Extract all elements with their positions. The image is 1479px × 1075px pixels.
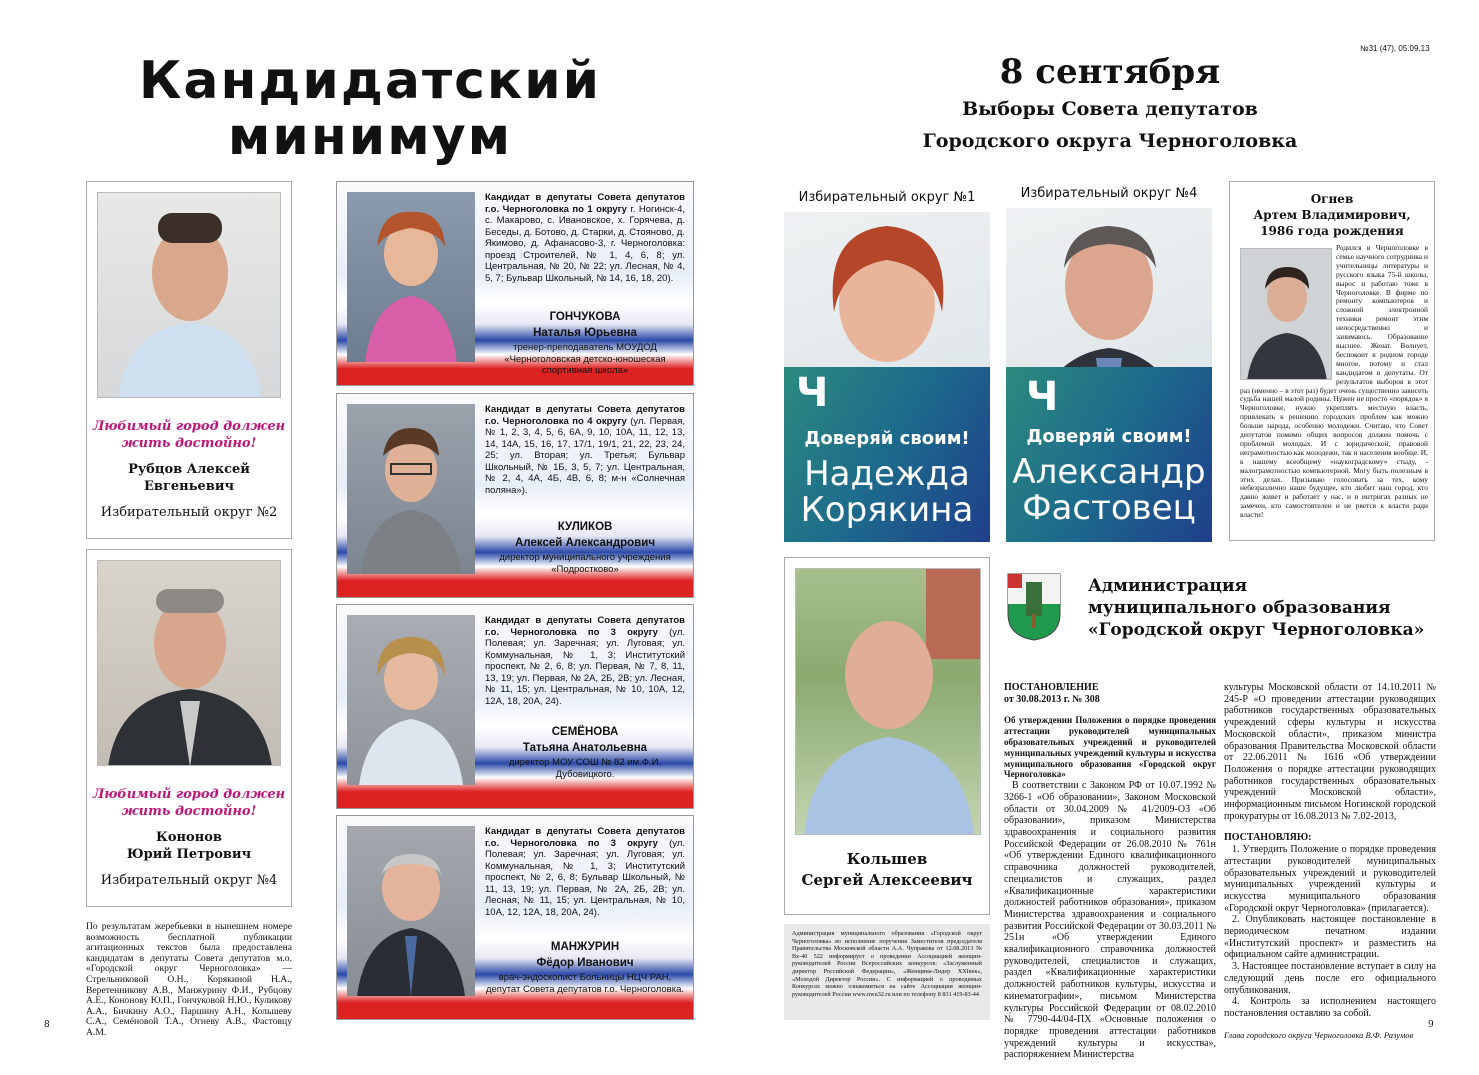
- poster-name-line1: Надежда: [804, 454, 970, 494]
- coat-of-arms-icon: [1004, 570, 1064, 642]
- candidate-text: [485, 404, 685, 496]
- candidate-given-names: Фёдор Иванович: [536, 957, 634, 969]
- slogan-line2: жить достойно!: [121, 436, 257, 451]
- party-logo-icon: Ч: [1026, 374, 1059, 420]
- decree-item-2: 2. Опубликовать настоящее постановление в периодическом печатном издании «Институтский проспект» и разместить на официальном сайте администрации.: [1224, 914, 1436, 961]
- decree-col1: [1004, 682, 1216, 1061]
- slogan-line1: Любимый город должен: [92, 787, 286, 802]
- page-number-right: 9: [1428, 1020, 1434, 1030]
- candidate-text: [485, 826, 685, 918]
- candidate-card-kolyshev: [784, 557, 990, 915]
- date-title: 8 сентября: [999, 52, 1221, 92]
- admin-title-line3: «Городской округ Черноголовка»: [1088, 620, 1425, 640]
- slogan-line1: Любимый город должен: [92, 419, 286, 434]
- district-description: (ул. Полевая; ул. Заречная; ул. Луговая; ул. Коммунальная, № 1, 3; Институтский проспект, № 2, 6, 8; ул. Первая, № 7, 8, 11, 13, 19; ул. Первая, № 2А, 2Б, 2В; ул. Лесная, № 11, 15; ул. Центральная, № 10, 10А, 12, 12А, 18, 20А, 24).: [485, 626, 685, 707]
- candidate-photo: [97, 560, 281, 766]
- admin-title-line2: муниципального образования: [1088, 598, 1391, 618]
- decree-signature: Глава городского округа Черноголовка В.Ф. Разумов: [1224, 1029, 1414, 1040]
- portrait-image: [796, 569, 981, 835]
- poster-name-line1: Александр: [1012, 452, 1206, 492]
- float-spacer: [1240, 244, 1336, 382]
- candidate-district: Избирательный округ №2: [100, 505, 278, 520]
- candidate-position: директор МОУ СОШ № 82 им.Ф.И. Дубовицкого.: [508, 757, 662, 780]
- candidate-heading: Кандидат в депутаты Совета депутатов г.о. Черноголовка по 1 округу: [485, 192, 685, 215]
- admin-title-line1: Администрация: [1088, 576, 1248, 596]
- flag-card-kulikov: [336, 393, 694, 598]
- decree-subject: Об утверждении Положения о порядке проведения аттестации руководителей муниципальных образовательных учреждений и руководителей муниципальных учреждений культуры и искусства муниципального образования «Городской округ Черноголовка»: [1004, 715, 1216, 780]
- candidate-surname: СЕМЁНОВА: [551, 726, 619, 738]
- candidate-photo: [795, 568, 981, 835]
- poster-name-line2: Фастовец: [1022, 488, 1196, 528]
- candidate-text: [485, 615, 685, 707]
- candidate-text: [485, 192, 685, 284]
- left-title-line2: минимум: [227, 107, 513, 167]
- flag-card-semenova: [336, 604, 694, 809]
- candidate-card-kononov: [86, 549, 292, 907]
- district-description: (ул. Первая, № 1, 2, 3, 4, 5, 6, 6А, 9, 10, 10А, 11, 12, 13, 14, 14А, 15, 16, 17, 17/1, 19/1, 21, 22, 23, 24, 25; ул. Вторая; ул. Третья; Бульвар Школьный, № 1Б, 3, 5, 7; ул. Центральная, № 2, 4, 4А, 4Б, 4В, 6, 8; м-н «Солнечная поляна»).: [485, 415, 685, 496]
- ognev-name-line1: Огнев: [1310, 192, 1354, 206]
- candidate-name-line2: Евгеньевич: [144, 479, 234, 494]
- candidate-card-rubtsov: [86, 181, 292, 539]
- district-description: г. Ногинск-4, с. Макарово, с. Ивановское, х. Горячева, д. Беседы, д. Ботово, д. Старки, д. Стояново, д. Якимово, д. Афанасово-3, г. Черноголовка: проезд Строителей, № 1, 4, 6, 8; ул. Центральная, № 20, № 22; ул. Лесная, № 4, 5, 7; Бульвар Школьный, № 14, 16, 18, 20).: [485, 203, 685, 284]
- poster-koryakina: [784, 212, 990, 542]
- decree-item-3: 3. Настоящее постановление вступает в силу на следующий день после его официального опубликования.: [1224, 961, 1436, 996]
- slogan-line2: жить достойно!: [121, 804, 257, 819]
- district-description: (ул. Полевая; ул. Заречная; ул. Луговая; ул. Коммунальная, № 1, 3; Институтский проспект, № 2, 6, 8; Бульвар Школьный, № 11, 13, 19; ул. Первая, № 2А, 2Б, 2В; ул. Лесная, № 11, 15; ул. Центральная, № 10, 10А, 12, 12А, 18, 20А, 24).: [485, 837, 685, 918]
- candidate-district: Избирательный округ №4: [100, 873, 278, 888]
- subtitle-line1: Выборы Совета депутатов: [962, 98, 1258, 120]
- candidate-photo: [347, 826, 475, 996]
- candidate-photo: [97, 192, 281, 398]
- poster-slogan: Доверяй своим!: [804, 428, 970, 449]
- portrait-image: [98, 561, 281, 766]
- lottery-note: По результатам жеребьевки в нынешнем номере возможность бесплатной публикации агитационных текстов была предоставлена кандидатам в депутаты Совета депутатов м.о. «Городской округ Черноголовка» — Стрельниковой О.Н., Корякиной Н.А., Веретенникову А.В., Манжурину Ф.И., Рубцову А.Е., Кононову Ю.П., Гончуковой Н.Ю., Куликову А.А., Бичкину А.О., Паршину А.Н., Кольшеву С.А., Семёновой Т.А., Огневу А.В., Фастовцу А.М.: [86, 921, 292, 1038]
- candidate-heading: Кандидат в депутаты Совета депутатов г.о. Черноголовка по 3 округу: [485, 826, 685, 849]
- candidate-name-line1: Кононов: [156, 830, 222, 845]
- candidate-position: врач-эндоскопист Больницы НЦЧ РАН, депутат Совета депутатов г.о. Черноголовка.: [485, 972, 685, 995]
- candidate-photo: [347, 615, 475, 785]
- page-number-left: 8: [44, 1020, 50, 1030]
- candidate-photo: [347, 404, 475, 574]
- candidate-surname: КУЛИКОВ: [557, 521, 613, 533]
- candidate-heading: Кандидат в депутаты Совета депутатов г.о. Черноголовка по 3 округу: [485, 615, 685, 638]
- decree-item-1: 1. Утвердить Положение о порядке проведения аттестации руководителей муниципальных образовательных учреждений и руководителей муниципальных учреждений культуры и искусства муниципального образования «Городской округ Черноголовка» (прилагается).: [1224, 844, 1436, 914]
- candidate-photo: [347, 192, 475, 362]
- ognev-name-line2: Артем Владимирович,: [1253, 208, 1411, 222]
- decree-resolve: ПОСТАНОВЛЯЮ:: [1224, 832, 1312, 844]
- candidate-position: тренер-преподаватель МОУДОД «Черноголовская детско-юношеская спортивная школа»: [504, 342, 666, 376]
- candidate-surname: ГОНЧУКОВА: [549, 311, 621, 323]
- candidate-name-line1: Рубцов Алексей: [128, 462, 250, 477]
- decree-basis-part1: В соответствии с Законом РФ от 10.07.1992 № 3266-1 «Об образовании», Законом Московской области от 30.04.2009 № 41/2009-ОЗ «Об образовании», приказом Министерства здравоохранения и социального развития Российской Федерации от 26.08.2010 № 761н «Об утверждении Единого квалификационного справочника должностей руководителей, специалистов и служащих, раздел «Квалификационные характеристики должностей работников образования», приказом Министерства здравоохранения и социального развития Российской Федерации от 30.03.2011 № 251н «Об утверждении Единого квалификационного справочника должностей руководителей, специалистов и служащих, раздел «Квалификационные характеристики должностей работников культуры, искусства и кинематографии», письмом Министерства культуры Российской Федерации от 08.02.2010 № 7790-44/04-ПХ «Основные положения о порядке проведения аттестации работников учреждений культуры и искусства», распоряжением Министерства: [1004, 780, 1216, 1061]
- decree-col2: [1224, 682, 1436, 1041]
- candidate-name-line2: Юрий Петрович: [126, 847, 252, 862]
- candidate-heading: Кандидат в депутаты Совета депутатов г.о. Черноголовка по 4 округу: [485, 404, 685, 427]
- ognev-name-line3: 1986 года рождения: [1260, 224, 1404, 238]
- decree-title: ПОСТАНОВЛЕНИЕ: [1004, 682, 1099, 693]
- left-title-line1: Кандидатский: [138, 51, 602, 111]
- poster-fastovets: [1006, 208, 1212, 542]
- poster2-district: Избирательный округ №4: [1020, 186, 1198, 201]
- candidate-surname: МАНЖУРИН: [550, 941, 620, 953]
- candidate-position: директор муниципального учреждения «Подростково»: [499, 552, 671, 575]
- flag-card-manzhurin: [336, 815, 694, 1020]
- flag-card-gonchukova: [336, 181, 694, 386]
- decree-basis-part2: культуры Московской области от 14.10.2011 № 245-Р «О проведении аттестации руководящих работников государственных образовательных учреждений сферы культуры и искусства Московской области», приказом министра образования Правительства Московской области от 22.06.2011 № 1616 «Об утверждении Положения о порядке аттестации руководящих работников государственных образовательных учреждений Московской области», информационным письмом Ногинской городской прокуратуры от 16.08.2013 № 7.02-2013,: [1224, 682, 1436, 822]
- candidate-given-names: Наталья Юрьевна: [533, 327, 637, 339]
- poster-name-line2: Корякина: [800, 490, 974, 530]
- poster-slogan: Доверяй своим!: [1026, 426, 1192, 447]
- decree-item-4: 4. Контроль за исполнением настоящего постановления оставляю за собой.: [1224, 996, 1436, 1019]
- decree-date: от 30.08.2013 г. № 308: [1004, 693, 1100, 705]
- issue-number: №31 (47), 05.09.13: [1360, 44, 1430, 53]
- ognev-bio: [1240, 244, 1428, 530]
- candidate-given-names: Алексей Александрович: [514, 537, 656, 549]
- ognev-box: [1229, 181, 1435, 541]
- candidate-name-line2: Сергей Алексеевич: [801, 871, 973, 889]
- association-notice: Администрация муниципального образования «Городской округ Черноголовка» во исполнение поручения Заместителя председателя Правительства Московской области А.А. Чупракова от 12.08.2013 № Вх-40 522 информирует о проведении Ассоциацией женщин-руководителей России Всероссийских конкурсов: «Заслуженный директор Российской Федерации», «Женщина-Лидер XXIвек», «Молодой Директор России». С информацией о проводимых Конкурсах можно ознакомиться на сайте Ассоциации женщин-руководителей России www.nwu32.ru или по телефону 8 831 419-83-44: [784, 924, 990, 1020]
- portrait-image: [98, 193, 281, 398]
- ognev-bio-text: Родился в Черноголовке в семье научного сотрудника и учительницы литературы и русского языка 75-й школы, вырос и работаю тоже в Черноголовке. В фирме по ремонту компьютеров и сложной электронной техники ремонт этим непосредственно и занимаюсь. Образование высшее. Женат. Волнует, беспокоит в родном городе многое, потому и стал кандидатом в депутаты. От результатов выборов в этот раз (именно – в этот раз) будет очень существенно зависеть судьба нашей малой родины. Нужен не просто «порядок» в Черноголовке, нужно укреплять местную власть, привлекать к решению городских проблем как можно больше народа, особенно молодежи. Считаю, что Совет депутатов помимо общих вопросов должен помочь с проблемой молодых. И с юридической, правовой неграмотностью как молодежи, так и населения вообще. И, к нашему всеобщему «наукоградскому» стыду, - малограмотностью компьютерной. Могу быть полезным в этих делах. Призываю голосовать за тех, кому небезразлично наше будущее, кто любит наш город, кто давно живет и работает у нас, и в интригах разных не замечен, кто самостоятелен и не рвется к власти ради власти!: [1240, 244, 1428, 520]
- candidate-given-names: Татьяна Анатольевна: [522, 742, 648, 754]
- party-logo-icon: Ч: [796, 370, 829, 416]
- poster1-district: Избирательный округ №1: [798, 190, 976, 205]
- subtitle-line2: Городского округа Черноголовка: [922, 130, 1298, 152]
- candidate-name-line1: Кольшев: [846, 850, 928, 868]
